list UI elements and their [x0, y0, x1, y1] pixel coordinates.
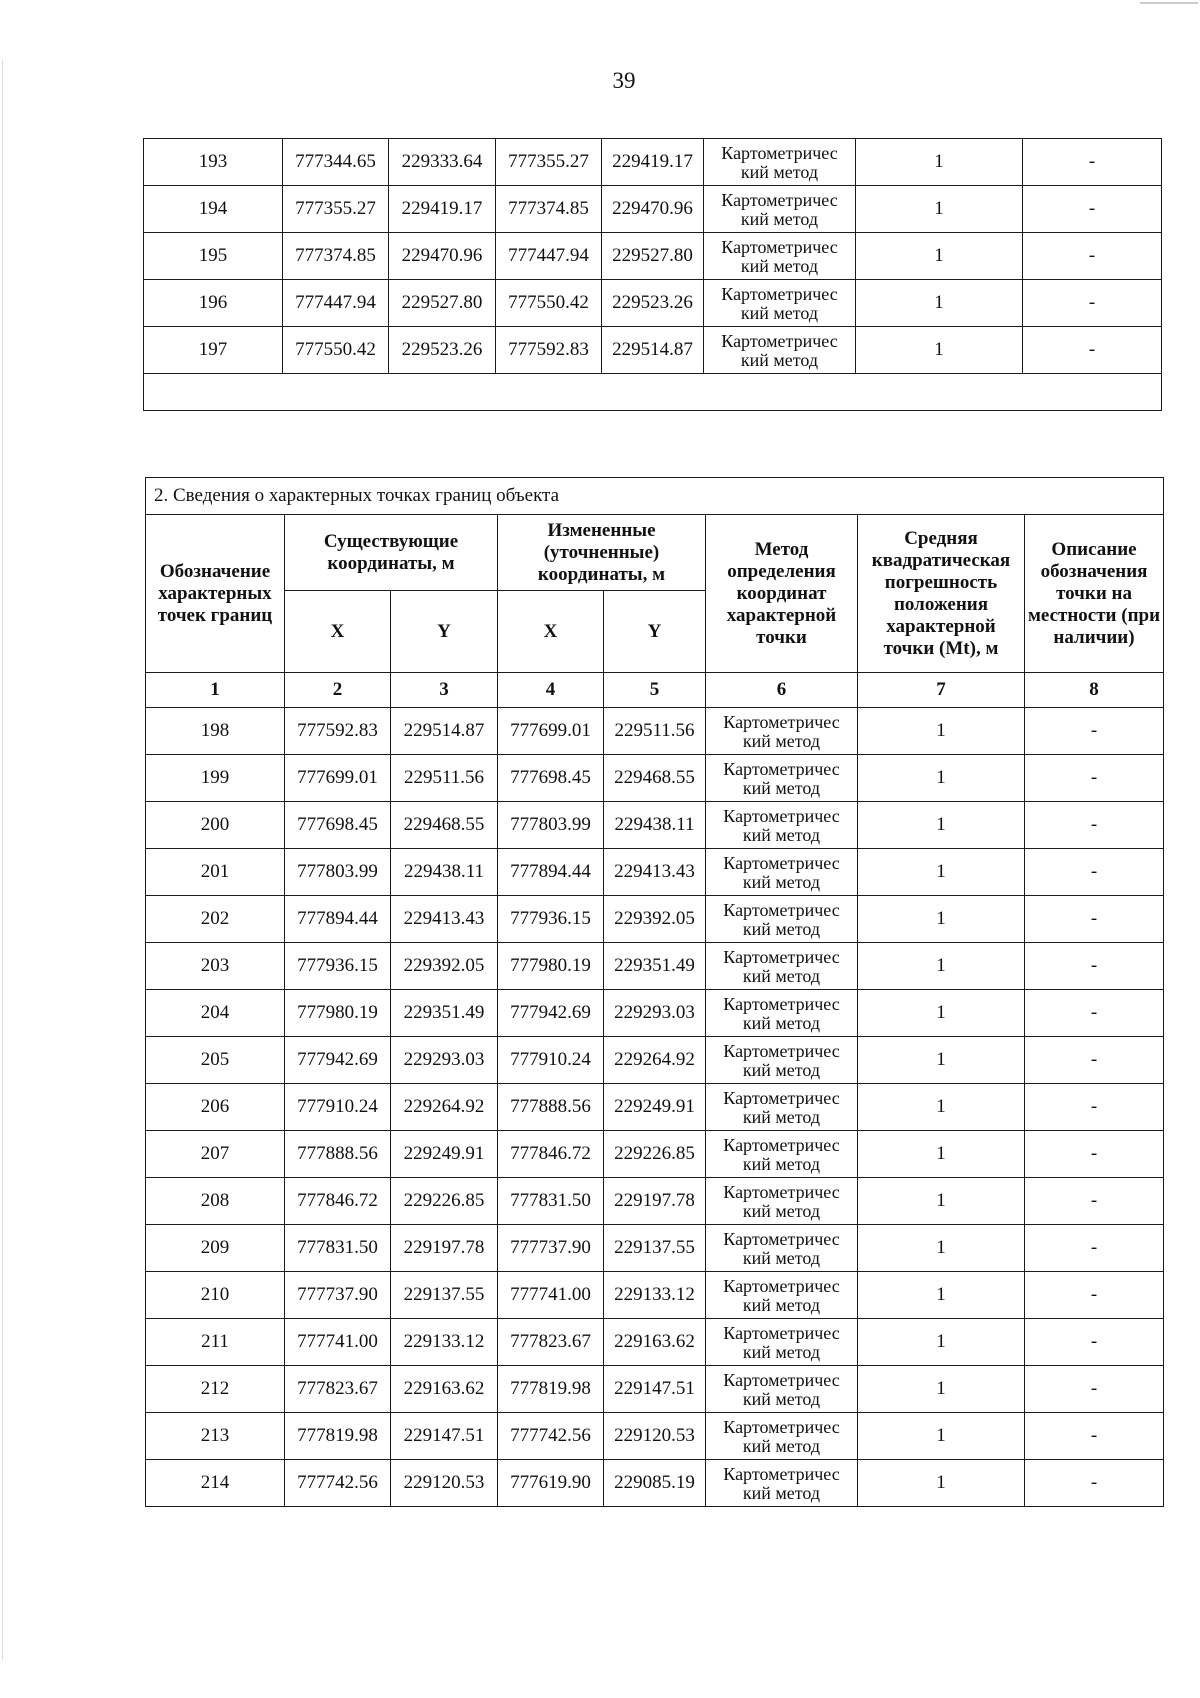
- cell-description: -: [1025, 755, 1164, 802]
- cell-changed-x: 777741.00: [498, 1272, 604, 1319]
- cell-point-number: 205: [146, 1037, 285, 1084]
- cell-existing-y: 229527.80: [389, 280, 496, 327]
- cell-method: Картометричес кий метод: [706, 1084, 858, 1131]
- cell-changed-y: 229527.80: [602, 233, 704, 280]
- cell-changed-y: 229197.78: [604, 1178, 706, 1225]
- table-row: [146, 1131, 1164, 1178]
- cell-description: -: [1025, 849, 1164, 896]
- cell-existing-y: 229293.03: [391, 1037, 498, 1084]
- cell-error-value: 1: [858, 990, 1025, 1037]
- cell-existing-x: 777742.56: [285, 1460, 391, 1507]
- table-row: [144, 280, 1162, 327]
- column-number: 2: [285, 673, 391, 708]
- cell-existing-x: 777831.50: [285, 1225, 391, 1272]
- table-row: [146, 943, 1164, 990]
- cell-changed-x: 777894.44: [498, 849, 604, 896]
- cell-changed-x: 777846.72: [498, 1131, 604, 1178]
- cell-error-value: 1: [858, 1037, 1025, 1084]
- table-row: [146, 1037, 1164, 1084]
- cell-existing-x: 777550.42: [283, 327, 389, 374]
- cell-changed-x: 777942.69: [498, 990, 604, 1037]
- cell-point-number: 204: [146, 990, 285, 1037]
- cell-error-value: 1: [858, 1225, 1025, 1272]
- cell-error-value: 1: [856, 139, 1023, 186]
- cell-method: Картометричес кий метод: [704, 327, 856, 374]
- cell-point-number: 200: [146, 802, 285, 849]
- header-existing-x: X: [285, 591, 391, 673]
- cell-changed-y: 229264.92: [604, 1037, 706, 1084]
- cell-point-number: 201: [146, 849, 285, 896]
- cell-changed-y: 229413.43: [604, 849, 706, 896]
- cell-changed-y: 229468.55: [604, 755, 706, 802]
- column-number: 5: [604, 673, 706, 708]
- cell-method: Картометричес кий метод: [704, 186, 856, 233]
- cell-description: -: [1025, 943, 1164, 990]
- cell-method: Картометричес кий метод: [706, 1037, 858, 1084]
- table-row: [146, 1460, 1164, 1507]
- cell-existing-y: 229438.11: [391, 849, 498, 896]
- header-method: Метод определения координат характерной точки: [706, 515, 858, 673]
- cell-changed-x: 777619.90: [498, 1460, 604, 1507]
- cell-description: -: [1025, 1413, 1164, 1460]
- cell-existing-x: 777374.85: [283, 233, 389, 280]
- table-row: [146, 1178, 1164, 1225]
- cell-existing-y: 229133.12: [391, 1319, 498, 1366]
- cell-existing-y: 229163.62: [391, 1366, 498, 1413]
- table-row: [146, 849, 1164, 896]
- cell-description: -: [1025, 1037, 1164, 1084]
- cell-error-value: 1: [856, 280, 1023, 327]
- cell-point-number: 210: [146, 1272, 285, 1319]
- cell-existing-y: 229523.26: [389, 327, 496, 374]
- table-row: [146, 1084, 1164, 1131]
- table-row: [146, 802, 1164, 849]
- cell-description: -: [1025, 1319, 1164, 1366]
- cell-error-value: 1: [858, 1084, 1025, 1131]
- cell-point-number: 206: [146, 1084, 285, 1131]
- column-number: 8: [1025, 673, 1164, 708]
- cell-existing-x: 777888.56: [285, 1131, 391, 1178]
- cell-changed-y: 229419.17: [602, 139, 704, 186]
- cell-existing-y: 229392.05: [391, 943, 498, 990]
- cell-method: Картометричес кий метод: [706, 1366, 858, 1413]
- cell-existing-x: 777910.24: [285, 1084, 391, 1131]
- cell-existing-y: 229147.51: [391, 1413, 498, 1460]
- cell-method: Картометричес кий метод: [706, 708, 858, 755]
- cell-existing-y: 229137.55: [391, 1272, 498, 1319]
- cell-point-number: 198: [146, 708, 285, 755]
- cell-existing-y: 229226.85: [391, 1178, 498, 1225]
- cell-description: -: [1025, 990, 1164, 1037]
- cell-description: -: [1025, 1084, 1164, 1131]
- cell-point-number: 209: [146, 1225, 285, 1272]
- cell-existing-y: 229333.64: [389, 139, 496, 186]
- cell-description: -: [1025, 1272, 1164, 1319]
- table-row: [144, 186, 1162, 233]
- cell-existing-x: 777942.69: [285, 1037, 391, 1084]
- cell-existing-x: 777846.72: [285, 1178, 391, 1225]
- cell-existing-x: 777894.44: [285, 896, 391, 943]
- cell-method: Картометричес кий метод: [706, 1460, 858, 1507]
- column-number: 3: [391, 673, 498, 708]
- cell-existing-x: 777698.45: [285, 802, 391, 849]
- cell-method: Картометричес кий метод: [704, 280, 856, 327]
- cell-changed-y: 229137.55: [604, 1225, 706, 1272]
- cell-point-number: 207: [146, 1131, 285, 1178]
- cell-description: -: [1025, 708, 1164, 755]
- cell-existing-x: 777936.15: [285, 943, 391, 990]
- continuation-table-body: [144, 139, 1162, 411]
- section-title: 2. Сведения о характерных точках границ объекта: [146, 478, 1164, 515]
- cell-changed-y: 229085.19: [604, 1460, 706, 1507]
- cell-changed-y: 229514.87: [602, 327, 704, 374]
- cell-existing-y: 229468.55: [391, 802, 498, 849]
- cell-changed-y: 229163.62: [604, 1319, 706, 1366]
- cell-changed-x: 777980.19: [498, 943, 604, 990]
- cell-description: -: [1025, 1366, 1164, 1413]
- cell-changed-y: 229438.11: [604, 802, 706, 849]
- boundary-points-body: [146, 708, 1164, 1507]
- cell-changed-y: 229249.91: [604, 1084, 706, 1131]
- cell-changed-y: 229133.12: [604, 1272, 706, 1319]
- cell-changed-x: 777698.45: [498, 755, 604, 802]
- cell-changed-x: 777592.83: [496, 327, 602, 374]
- cell-changed-y: 229120.53: [604, 1413, 706, 1460]
- cell-method: Картометричес кий метод: [706, 1319, 858, 1366]
- cell-method: Картометричес кий метод: [706, 755, 858, 802]
- cell-point-number: 202: [146, 896, 285, 943]
- cell-existing-y: 229413.43: [391, 896, 498, 943]
- column-number: 4: [498, 673, 604, 708]
- cell-description: -: [1025, 1225, 1164, 1272]
- table-row: [146, 755, 1164, 802]
- cell-changed-x: 777819.98: [498, 1366, 604, 1413]
- cell-error-value: 1: [856, 186, 1023, 233]
- cell-error-value: 1: [858, 943, 1025, 990]
- cell-error-value: 1: [858, 1178, 1025, 1225]
- cell-existing-y: 229249.91: [391, 1131, 498, 1178]
- column-number: 7: [858, 673, 1025, 708]
- cell-point-number: 196: [144, 280, 283, 327]
- cell-changed-y: 229351.49: [604, 943, 706, 990]
- cell-method: Картометричес кий метод: [706, 943, 858, 990]
- cell-point-number: 195: [144, 233, 283, 280]
- header-existing-y: Y: [391, 591, 498, 673]
- cell-existing-x: 777741.00: [285, 1319, 391, 1366]
- cell-description: -: [1023, 139, 1162, 186]
- page-number: 39: [612, 68, 636, 93]
- cell-error-value: 1: [858, 802, 1025, 849]
- table-row: [144, 233, 1162, 280]
- cell-changed-y: 229470.96: [602, 186, 704, 233]
- table-row: [146, 708, 1164, 755]
- cell-description: -: [1025, 896, 1164, 943]
- cell-existing-y: 229120.53: [391, 1460, 498, 1507]
- header-description: Описание обозначения точки на местности (при наличии): [1025, 515, 1164, 673]
- cell-changed-y: 229523.26: [602, 280, 704, 327]
- cell-changed-x: 777803.99: [498, 802, 604, 849]
- cell-error-value: 1: [858, 896, 1025, 943]
- column-numbers-row: [146, 673, 1164, 708]
- cell-description: -: [1023, 186, 1162, 233]
- header-designation: Обозначение характерных точек границ: [146, 515, 285, 673]
- cell-existing-y: 229419.17: [389, 186, 496, 233]
- cell-method: Картометричес кий метод: [706, 1131, 858, 1178]
- cell-changed-y: 229392.05: [604, 896, 706, 943]
- continuation-table: [143, 138, 1162, 411]
- table-row: [146, 1319, 1164, 1366]
- cell-error-value: 1: [858, 708, 1025, 755]
- cell-description: -: [1023, 233, 1162, 280]
- boundary-points-table: [145, 477, 1164, 1507]
- cell-existing-x: 777355.27: [283, 186, 389, 233]
- cell-changed-y: 229147.51: [604, 1366, 706, 1413]
- cell-changed-x: 777831.50: [498, 1178, 604, 1225]
- cell-changed-x: 777936.15: [498, 896, 604, 943]
- scan-corner-line: [1140, 2, 1198, 4]
- cell-method: Картометричес кий метод: [704, 233, 856, 280]
- table-row: [146, 990, 1164, 1037]
- cell-existing-x: 777823.67: [285, 1366, 391, 1413]
- cell-error-value: 1: [858, 755, 1025, 802]
- cell-changed-x: 777699.01: [498, 708, 604, 755]
- cell-method: Картометричес кий метод: [706, 1178, 858, 1225]
- table-row: [144, 327, 1162, 374]
- cell-changed-x: 777550.42: [496, 280, 602, 327]
- empty-cell: [144, 374, 1162, 411]
- cell-changed-x: 777355.27: [496, 139, 602, 186]
- column-number: 1: [146, 673, 285, 708]
- cell-method: Картометричес кий метод: [706, 849, 858, 896]
- cell-description: -: [1023, 280, 1162, 327]
- cell-description: -: [1025, 1178, 1164, 1225]
- cell-changed-x: 777823.67: [498, 1319, 604, 1366]
- cell-existing-x: 777699.01: [285, 755, 391, 802]
- scan-edge-line: [2, 60, 3, 1660]
- cell-point-number: 199: [146, 755, 285, 802]
- cell-changed-y: 229226.85: [604, 1131, 706, 1178]
- header-existing-coordinates: Существующие координаты, м: [285, 515, 498, 591]
- cell-existing-x: 777592.83: [285, 708, 391, 755]
- cell-existing-x: 777803.99: [285, 849, 391, 896]
- header-changed-x: X: [498, 591, 604, 673]
- column-number: 6: [706, 673, 858, 708]
- cell-method: Картометричес кий метод: [706, 1225, 858, 1272]
- empty-row: [144, 374, 1162, 411]
- cell-error-value: 1: [858, 1366, 1025, 1413]
- cell-error-value: 1: [856, 233, 1023, 280]
- cell-description: -: [1025, 1131, 1164, 1178]
- cell-changed-y: 229293.03: [604, 990, 706, 1037]
- cell-method: Картометричес кий метод: [706, 1413, 858, 1460]
- cell-existing-y: 229264.92: [391, 1084, 498, 1131]
- table-row: [146, 1225, 1164, 1272]
- table-row: [146, 896, 1164, 943]
- cell-existing-y: 229197.78: [391, 1225, 498, 1272]
- header-error: Средняя квадратическая погрешность положения характерной точки (Mt), м: [858, 515, 1025, 673]
- cell-error-value: 1: [856, 327, 1023, 374]
- cell-description: -: [1025, 802, 1164, 849]
- cell-point-number: 213: [146, 1413, 285, 1460]
- cell-error-value: 1: [858, 1413, 1025, 1460]
- cell-error-value: 1: [858, 849, 1025, 896]
- cell-error-value: 1: [858, 1272, 1025, 1319]
- table-row: [146, 1272, 1164, 1319]
- cell-changed-x: 777374.85: [496, 186, 602, 233]
- cell-existing-y: 229514.87: [391, 708, 498, 755]
- cell-point-number: 197: [144, 327, 283, 374]
- cell-existing-x: 777344.65: [283, 139, 389, 186]
- cell-method: Картометричес кий метод: [706, 990, 858, 1037]
- header-changed-y: Y: [604, 591, 706, 673]
- table-row: [146, 1366, 1164, 1413]
- header-changed-coordinates: Измененные (уточненные) координаты, м: [498, 515, 706, 591]
- cell-changed-y: 229511.56: [604, 708, 706, 755]
- cell-existing-x: 777819.98: [285, 1413, 391, 1460]
- cell-description: -: [1023, 327, 1162, 374]
- cell-changed-x: 777888.56: [498, 1084, 604, 1131]
- cell-point-number: 194: [144, 186, 283, 233]
- cell-point-number: 211: [146, 1319, 285, 1366]
- cell-changed-x: 777742.56: [498, 1413, 604, 1460]
- cell-point-number: 212: [146, 1366, 285, 1413]
- cell-error-value: 1: [858, 1460, 1025, 1507]
- cell-point-number: 193: [144, 139, 283, 186]
- cell-method: Картометричес кий метод: [706, 896, 858, 943]
- cell-method: Картометричес кий метод: [704, 139, 856, 186]
- cell-changed-x: 777447.94: [496, 233, 602, 280]
- cell-existing-y: 229511.56: [391, 755, 498, 802]
- cell-error-value: 1: [858, 1319, 1025, 1366]
- table-row: [144, 139, 1162, 186]
- cell-existing-x: 777737.90: [285, 1272, 391, 1319]
- cell-point-number: 208: [146, 1178, 285, 1225]
- cell-existing-x: 777980.19: [285, 990, 391, 1037]
- cell-method: Картометричес кий метод: [706, 1272, 858, 1319]
- cell-error-value: 1: [858, 1131, 1025, 1178]
- cell-point-number: 214: [146, 1460, 285, 1507]
- cell-description: -: [1025, 1460, 1164, 1507]
- cell-point-number: 203: [146, 943, 285, 990]
- cell-method: Картометричес кий метод: [706, 802, 858, 849]
- cell-changed-x: 777737.90: [498, 1225, 604, 1272]
- cell-existing-y: 229351.49: [391, 990, 498, 1037]
- cell-existing-y: 229470.96: [389, 233, 496, 280]
- cell-changed-x: 777910.24: [498, 1037, 604, 1084]
- table-row: [146, 1413, 1164, 1460]
- cell-existing-x: 777447.94: [283, 280, 389, 327]
